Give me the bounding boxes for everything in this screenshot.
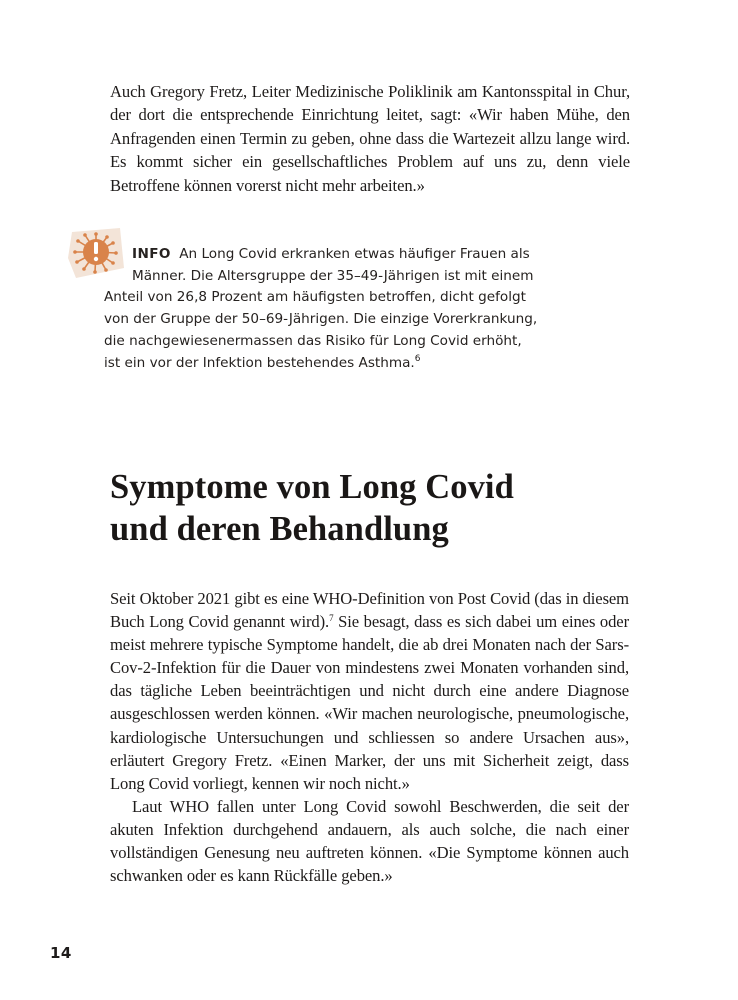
info-text bbox=[104, 244, 622, 374]
info-label: INFO bbox=[132, 246, 171, 262]
section-heading-line-1: Symptome von Long Covid bbox=[110, 468, 514, 506]
page-number: 14 bbox=[50, 944, 72, 962]
section-heading bbox=[110, 466, 630, 550]
info-line-4: von der Gruppe der 50–69-Jährigen. Die einzige Vorerkrankung, bbox=[104, 311, 538, 328]
body-paragraph-2: Laut WHO fallen unter Long Covid sowohl Beschwerden, die seit der akuten Infektion durchgehend andauern, als auch solche, die nach einer vollständigen Genesung neu auftreten können. «Die Symptome können auch schwanken oder es kann Rückfälle geben.» bbox=[110, 796, 629, 886]
virus-exclamation-icon bbox=[66, 228, 126, 280]
body-paragraph-1: Seit Oktober 2021 gibt es eine WHO-Definition von Post Covid (das in diesem Buch Long Covid genannt wird).$^7$ Sie besagt, dass es sich dabei um eines oder meist mehrere typische Symptome handelt, die ab drei Monaten nach der Sars-Cov-2-Infektion für die Dauer von mindestens zwei Monaten vorhanden sind, das tägliche Leben beeinträchtigen und nicht durch eine andere Diagnose ausgeschlossen werden können. «Wir machen neurologische, pneumologische, kardiologische Untersuchungen und schliessen so andere Ursachen aus», erläutert Gregory Fretz. «Einen Marker, der uns mit Sicherheit zeigt, dass Long Covid vorliegt, kennen wir noch nicht.» bbox=[110, 589, 629, 793]
section-body bbox=[110, 587, 629, 887]
info-line-1: INFO An Long Covid erkranken etwas häufiger Frauen als bbox=[132, 246, 530, 262]
section-heading-line-2: und deren Behandlung bbox=[110, 510, 449, 548]
intro-paragraph: Auch Gregory Fretz, Leiter Medizinische Poliklinik am Kantonsspital in Chur, der dort die entsprechende Einrichtung leitet, sagt: «Wir haben Mühe, den Anfragenden einen Termin zu geben, ohne dass die Wartezeit allzu lange wird. Es kommt sicher ein gesellschaftliches Problem auf uns zu, denn viele Betroffene können vorerst nicht mehr arbeiten.» bbox=[110, 82, 630, 195]
info-line-3: Anteil von 26,8 Prozent am häufigsten betroffen, dicht gefolgt bbox=[104, 289, 526, 306]
footnote-ref-6[interactable]: 6 bbox=[414, 353, 421, 364]
info-line-6: ist ein vor der Infektion bestehendes Asthma.$^6$ bbox=[104, 353, 421, 371]
info-line-2: Männer. Die Altersgruppe der 35–49-Jährigen ist mit einem bbox=[132, 267, 534, 284]
intro-text-block bbox=[110, 80, 630, 197]
footnote-ref-7[interactable]: 7 bbox=[329, 613, 334, 624]
info-line-5: die nachgewiesenermassen das Risiko für Long Covid erhöht, bbox=[104, 332, 522, 349]
